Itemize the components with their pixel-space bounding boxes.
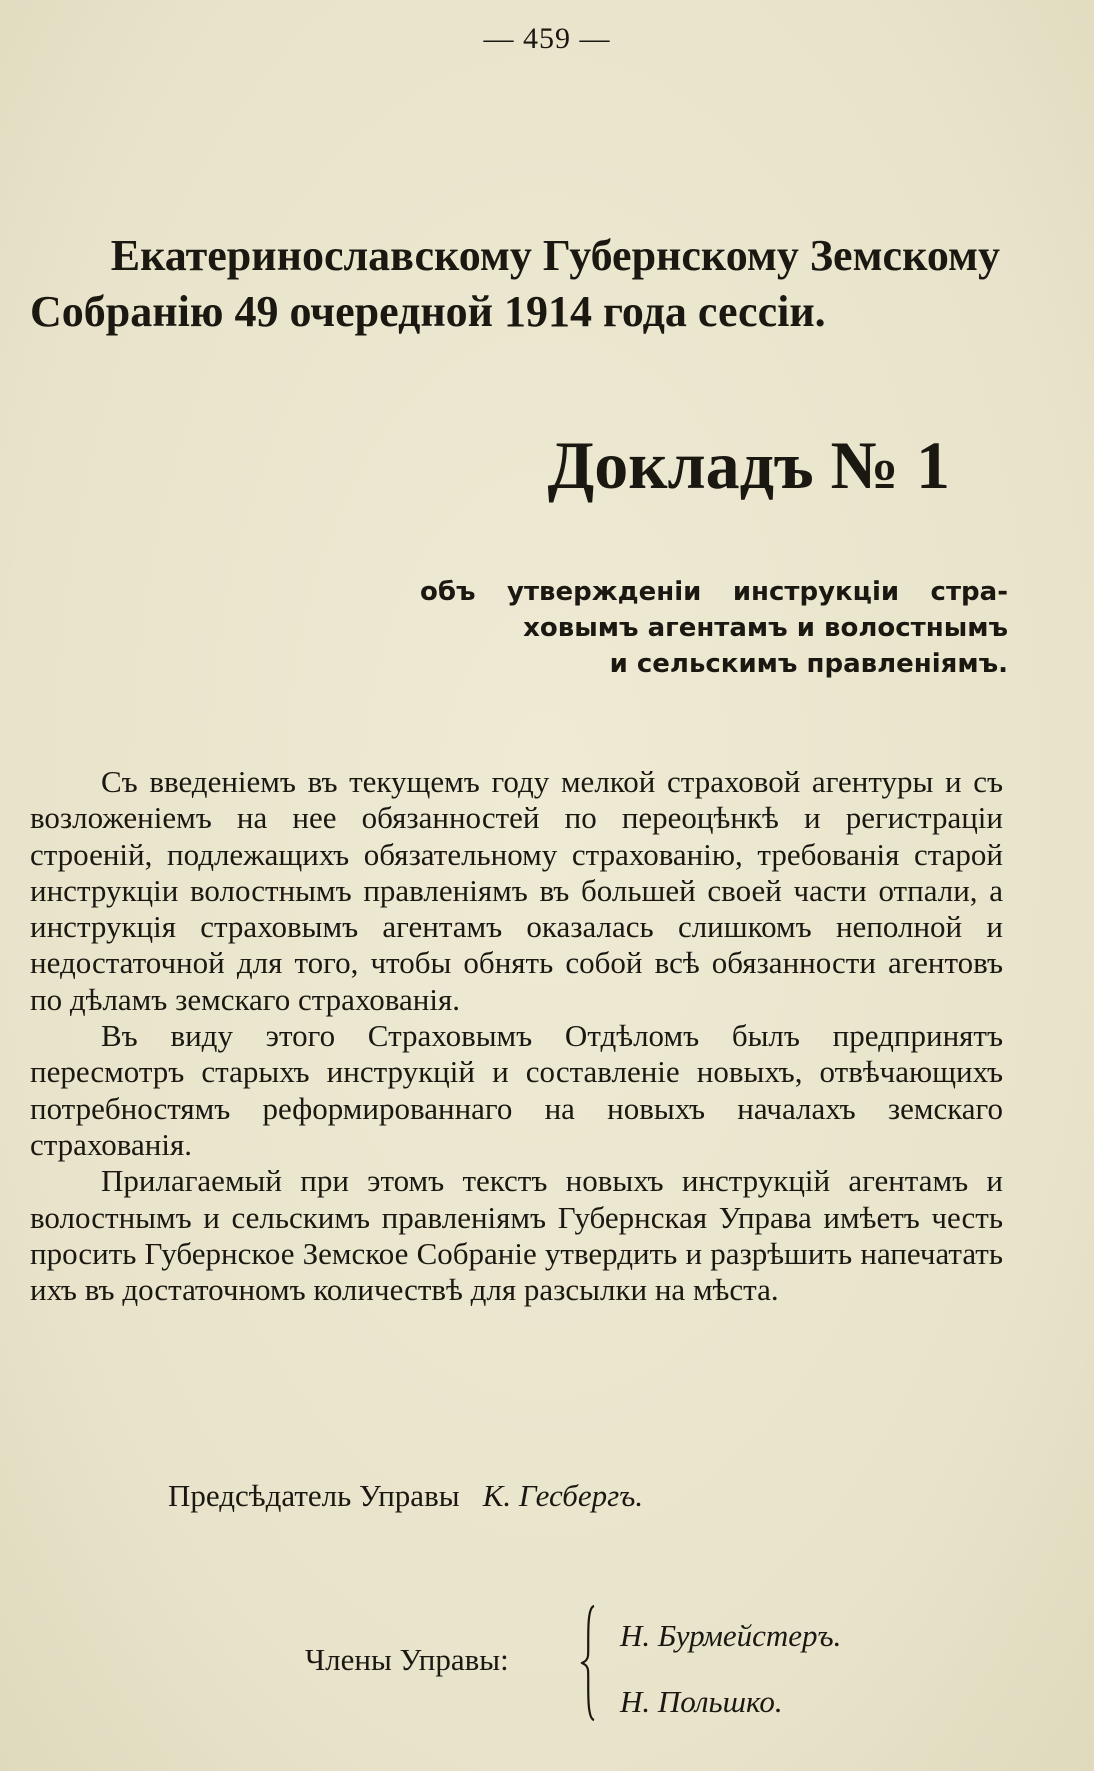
members-list <box>620 1603 841 1735</box>
chairman-signature-line <box>168 1476 643 1516</box>
members-brace <box>580 1604 598 1722</box>
report-subject <box>420 574 1008 682</box>
addressee-line-1: Екатеринославскому Губернскому Земскому <box>110 231 1000 280</box>
addressee-line-2: Собранію 49 очередной 1914 года сессіи. <box>30 287 826 336</box>
paragraph-3: Прилагаемый при этомъ текстъ новыхъ инструкцій агентамъ и волостнымъ и сельскимъ правленіямъ Губернская Управа имѣетъ честь просить Губернское Земское Собраніе утвердить и разрѣшить напечатать ихъ въ достаточномъ количествѣ для разсылки на мѣста. <box>30 1163 1003 1308</box>
addressee-heading <box>30 228 1010 340</box>
subject-line-3: и сельскимъ правленіямъ. <box>609 649 1008 679</box>
chairman-label: Предсѣдатель Управы <box>168 1478 460 1513</box>
paragraph-1: Съ введеніемъ въ текущемъ году мелкой страховой агентуры и съ возложеніемъ на нее обязанностей по переоцѣнкѣ и регистраціи строеній, подлежащихъ обязательному страхованію, требованія старой инструкціи волостнымъ правленіямъ въ большей своей части отпали, а инструкція страховымъ агентамъ оказалась слишкомъ неполной и недостаточной для того, чтобы обнять собой всѣ обязанности агентовъ по дѣламъ земскаго страхованія. <box>30 764 1003 1017</box>
member-name: Н. Бурмейстеръ. <box>620 1618 842 1653</box>
subject-line-1: объ утвержденіи инструкціи стра- <box>420 577 1008 607</box>
member-name: Н. Польшко. <box>620 1684 783 1719</box>
report-title: Докладъ № 1 <box>547 427 950 503</box>
page-number: — 459 — <box>483 22 611 55</box>
chairman-name: К. Гесбергъ. <box>482 1478 644 1513</box>
members-label: Члены Управы: <box>305 1642 509 1677</box>
report-body <box>30 764 1003 1308</box>
paragraph-2: Въ виду этого Страховымъ Отдѣломъ былъ предпринятъ пересмотръ старыхъ инструкцій и составленіе новыхъ, отвѣчающихъ потребностямъ реформированнаго на новыхъ началахъ земскаго страхованія. <box>30 1018 1003 1162</box>
subject-line-2: ховымъ агентамъ и волостнымъ <box>523 613 1008 643</box>
